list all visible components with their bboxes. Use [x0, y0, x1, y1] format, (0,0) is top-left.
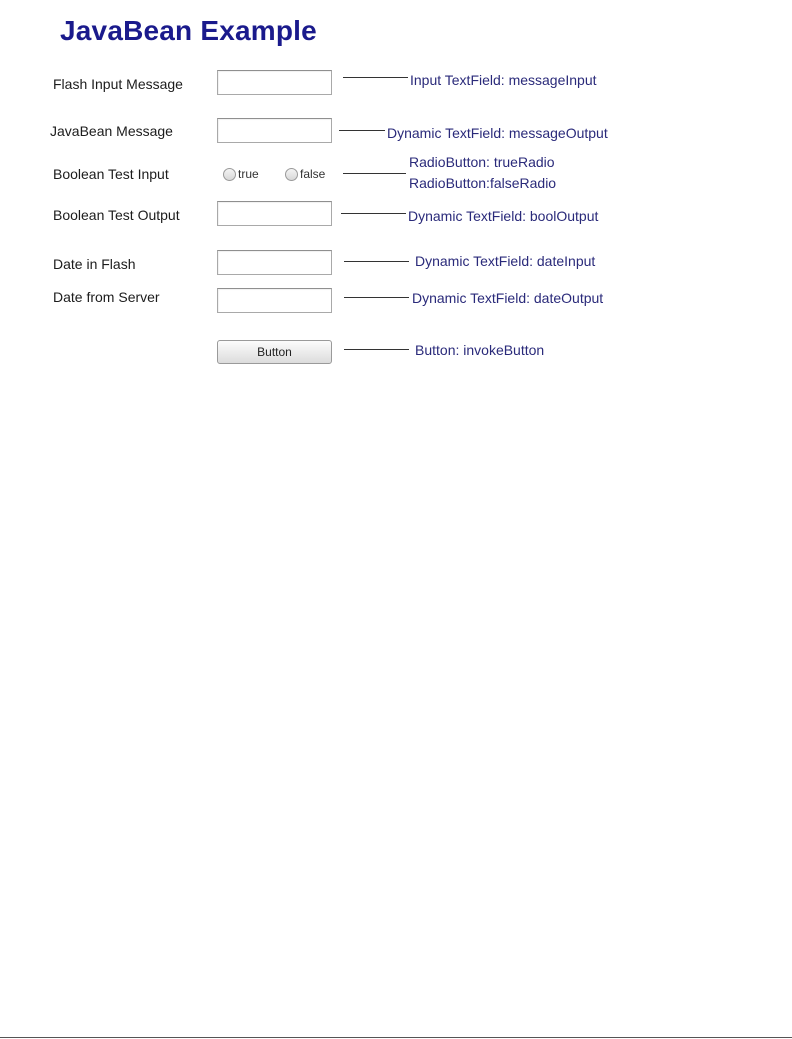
date-input-field[interactable]	[217, 250, 332, 275]
date-in-flash-label: Date in Flash	[53, 256, 136, 272]
date-from-server-label: Date from Server	[53, 289, 160, 305]
message-output-annotation: Dynamic TextField: messageOutput	[387, 125, 608, 141]
bool-output-annotation: Dynamic TextField: boolOutput	[408, 208, 599, 224]
invoke-button[interactable]: Button	[217, 340, 332, 364]
true-radio-label: true	[238, 167, 259, 181]
message-output-field[interactable]	[217, 118, 332, 143]
radio-circle-icon	[285, 168, 298, 181]
page-title: JavaBean Example	[60, 15, 317, 46]
connector-line	[344, 349, 409, 350]
javabean-message-label: JavaBean Message	[50, 123, 173, 139]
false-radio-annotation: RadioButton:falseRadio	[409, 175, 557, 191]
connector-line	[339, 130, 385, 131]
date-output-field[interactable]	[217, 288, 332, 313]
boolean-test-input-label: Boolean Test Input	[53, 166, 169, 182]
date-output-annotation: Dynamic TextField: dateOutput	[412, 290, 604, 306]
date-input-annotation: Dynamic TextField: dateInput	[415, 253, 596, 269]
false-radio-button[interactable]	[285, 167, 325, 181]
bottom-divider	[0, 1037, 792, 1038]
false-radio-label: false	[300, 167, 326, 181]
flash-input-message-label: Flash Input Message	[53, 76, 183, 92]
true-radio-annotation: RadioButton: trueRadio	[409, 154, 555, 170]
boolean-test-output-label: Boolean Test Output	[53, 207, 180, 223]
message-input-field[interactable]	[217, 70, 332, 95]
connector-line	[344, 261, 409, 262]
true-radio-button[interactable]	[223, 167, 259, 181]
connector-line	[344, 297, 409, 298]
message-input-annotation: Input TextField: messageInput	[410, 72, 597, 88]
invoke-button-annotation: Button: invokeButton	[415, 342, 545, 358]
bool-output-field[interactable]	[217, 201, 332, 226]
radio-circle-icon	[223, 168, 236, 181]
connector-line	[343, 173, 406, 174]
connector-line	[343, 77, 408, 78]
connector-line	[341, 213, 406, 214]
